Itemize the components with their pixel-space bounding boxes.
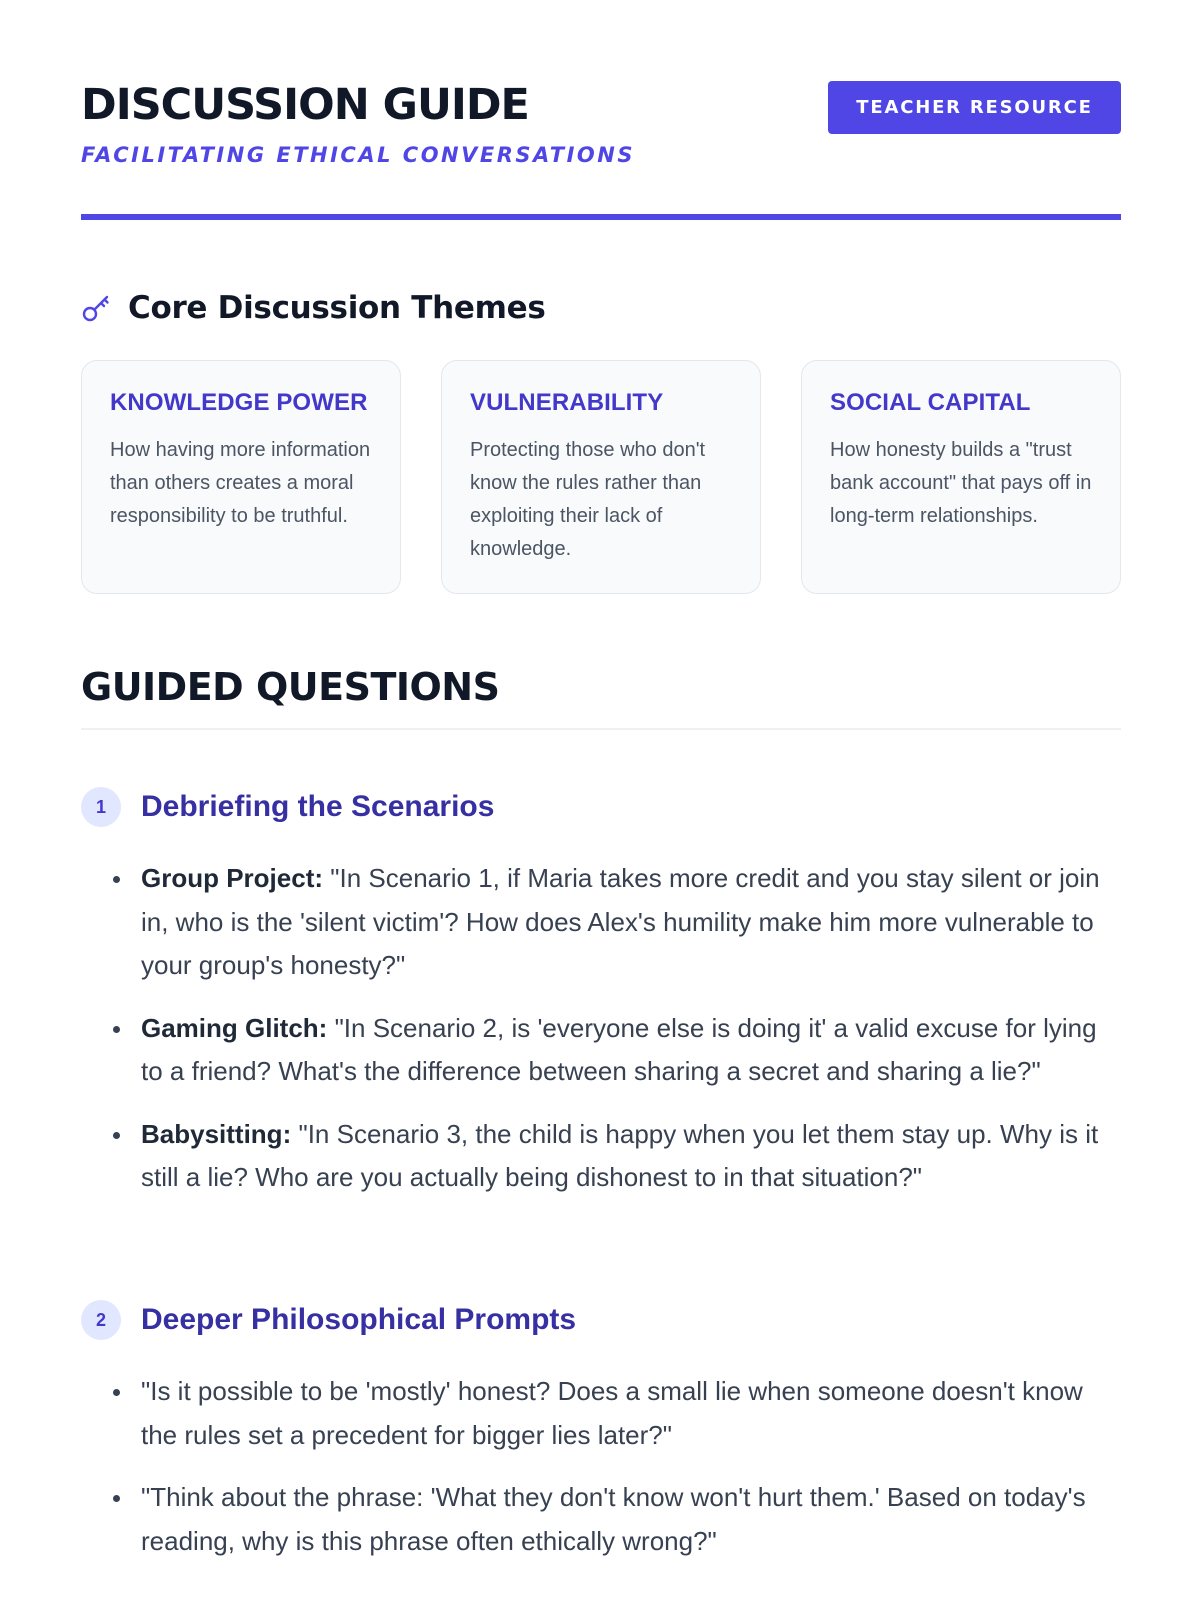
page-subtitle: FACILITATING ETHICAL CONVERSATIONS — [81, 143, 635, 167]
question-text: "In Scenario 2, is 'everyone else is doing it' a valid excuse for lying to a friend? What's the difference between sharing a secret and sharing a lie?" — [141, 1012, 1097, 1086]
teacher-resource-button[interactable]: TEACHER RESOURCE — [828, 81, 1121, 134]
question-label: Group Project: — [141, 863, 324, 893]
theme-card-vulnerability — [441, 360, 761, 594]
question-list — [81, 1370, 1121, 1563]
theme-card-title: VULNERABILITY — [470, 389, 664, 416]
theme-cards — [81, 360, 1121, 594]
question-text: "In Scenario 3, the child is happy when you let them stay up. Why is it still a lie? Who are you actually being dishonest to in that situation?" — [141, 1118, 1099, 1192]
theme-card-social-capital — [801, 360, 1121, 594]
key-icon — [81, 292, 113, 324]
step-number-badge: 1 — [81, 787, 121, 827]
discussion-guide-page — [81, 0, 1121, 1556]
question-text: "Think about the phrase: 'What they don't know won't hurt them.' Based on today's reading, why is this phrase often ethically wrong?" — [141, 1482, 1086, 1556]
theme-card-text: How having more information than others creates a moral responsibility to be truthful. — [110, 438, 371, 527]
list-item — [81, 1476, 1121, 1563]
question-group-debriefing — [81, 787, 1121, 1219]
question-list — [81, 857, 1121, 1200]
guided-questions-divider — [81, 728, 1121, 730]
theme-card-text: Protecting those who don't know the rules rather than exploiting their lack of knowledge. — [470, 438, 706, 560]
question-group-title: Deeper Philosophical Prompts — [141, 1303, 577, 1336]
guided-questions-title: GUIDED QUESTIONS — [81, 665, 500, 709]
theme-card-title: KNOWLEDGE POWER — [110, 389, 368, 416]
core-themes-heading — [81, 290, 546, 326]
page-title: DISCUSSION GUIDE — [81, 80, 529, 130]
list-item — [81, 857, 1121, 988]
core-themes-title: Core Discussion Themes — [128, 290, 546, 326]
theme-card-title: SOCIAL CAPITAL — [830, 389, 1031, 416]
step-number-badge: 2 — [81, 1300, 121, 1340]
question-label: Gaming Glitch: — [141, 1012, 328, 1043]
question-text: "Is it possible to be 'mostly' honest? Does a small lie when someone doesn't know the rules set a precedent for bigger lies later?" — [141, 1376, 1083, 1450]
question-group-philosophical — [81, 1300, 1121, 1582]
question-group-header — [81, 787, 1121, 827]
question-group-title: Debriefing the Scenarios — [141, 790, 495, 823]
question-group-header — [81, 1300, 1121, 1340]
header-divider — [81, 214, 1121, 220]
theme-card-knowledge-power — [81, 360, 401, 594]
list-item — [81, 1113, 1121, 1200]
list-item — [81, 1007, 1121, 1094]
question-label: Babysitting: — [141, 1118, 292, 1149]
list-item — [81, 1370, 1121, 1457]
page-header — [81, 0, 1121, 222]
theme-card-text: How honesty builds a "trust bank account" that pays off in long-term relationships. — [830, 438, 1092, 527]
question-text: "In Scenario 1, if Maria takes more credit and you stay silent or join in, who is the 'silent victim'? How does Alex's humility make him more vulnerable to your group's honesty?" — [141, 863, 1100, 980]
